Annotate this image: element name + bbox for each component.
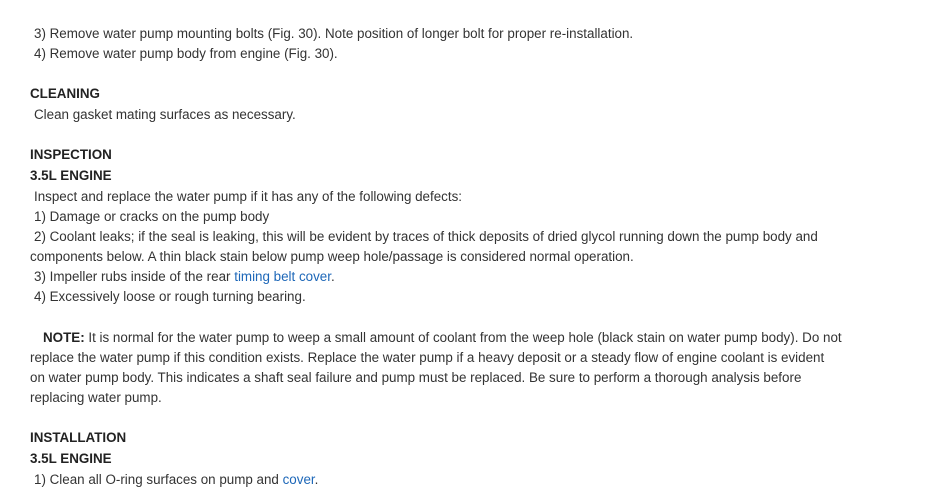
- inspection-item-1: 1) Damage or cracks on the pump body: [34, 209, 270, 224]
- note-line-1: [30, 328, 842, 348]
- removal-step-3: 3) Remove water pump mounting bolts (Fig. 30). Note position of longer bolt for proper re-installation.: [34, 26, 634, 41]
- inspection-item-3-period: .: [330, 269, 335, 284]
- inspection-item-3-text: 3) Impeller rubs inside of the rear: [34, 269, 235, 284]
- inspection-engine-subheading: 3.5L ENGINE: [30, 168, 112, 183]
- inspection-intro: Inspect and replace the water pump if it has any of the following defects:: [34, 189, 463, 204]
- inspection-heading: INSPECTION: [30, 147, 112, 162]
- installation-step-1: [30, 470, 318, 490]
- installation-engine-subheading: 3.5L ENGINE: [30, 451, 112, 466]
- removal-step-4: 4) Remove water pump body from engine (Fig. 30).: [34, 46, 338, 61]
- inspection-item-2-line-2: components below. A thin black stain below pump weep hole/passage is considered normal operation.: [30, 249, 634, 264]
- note-text-1: It is normal for the water pump to weep a small amount of coolant from the weep hole (black stain on water pump body). Do not: [84, 330, 842, 345]
- timing-belt-cover-link[interactable]: timing belt cover: [234, 269, 331, 284]
- note-line-2: replace the water pump if this condition exists. Replace the water pump if a heavy deposit or a steady flow of engine coolant is evident: [30, 350, 825, 365]
- inspection-item-2-line-1: 2) Coolant leaks; if the seal is leaking, this will be evident by traces of thick deposits of dried glycol running down the pump body and: [34, 229, 818, 244]
- installation-step-1-period: .: [314, 472, 319, 487]
- inspection-item-3: [30, 267, 335, 287]
- inspection-item-4: 4) Excessively loose or rough turning bearing.: [34, 289, 306, 304]
- cover-link[interactable]: cover: [282, 472, 315, 487]
- installation-step-1-text: 1) Clean all O-ring surfaces on pump and: [34, 472, 283, 487]
- note-line-3: on water pump body. This indicates a shaft seal failure and pump must be replaced. Be sure to perform a thorough analysis before: [30, 370, 802, 385]
- note-label: NOTE:: [43, 330, 85, 345]
- note-line-4: replacing water pump.: [30, 390, 162, 405]
- cleaning-heading: CLEANING: [30, 86, 100, 101]
- cleaning-text: Clean gasket mating surfaces as necessary.: [34, 107, 296, 122]
- installation-heading: INSTALLATION: [30, 430, 127, 445]
